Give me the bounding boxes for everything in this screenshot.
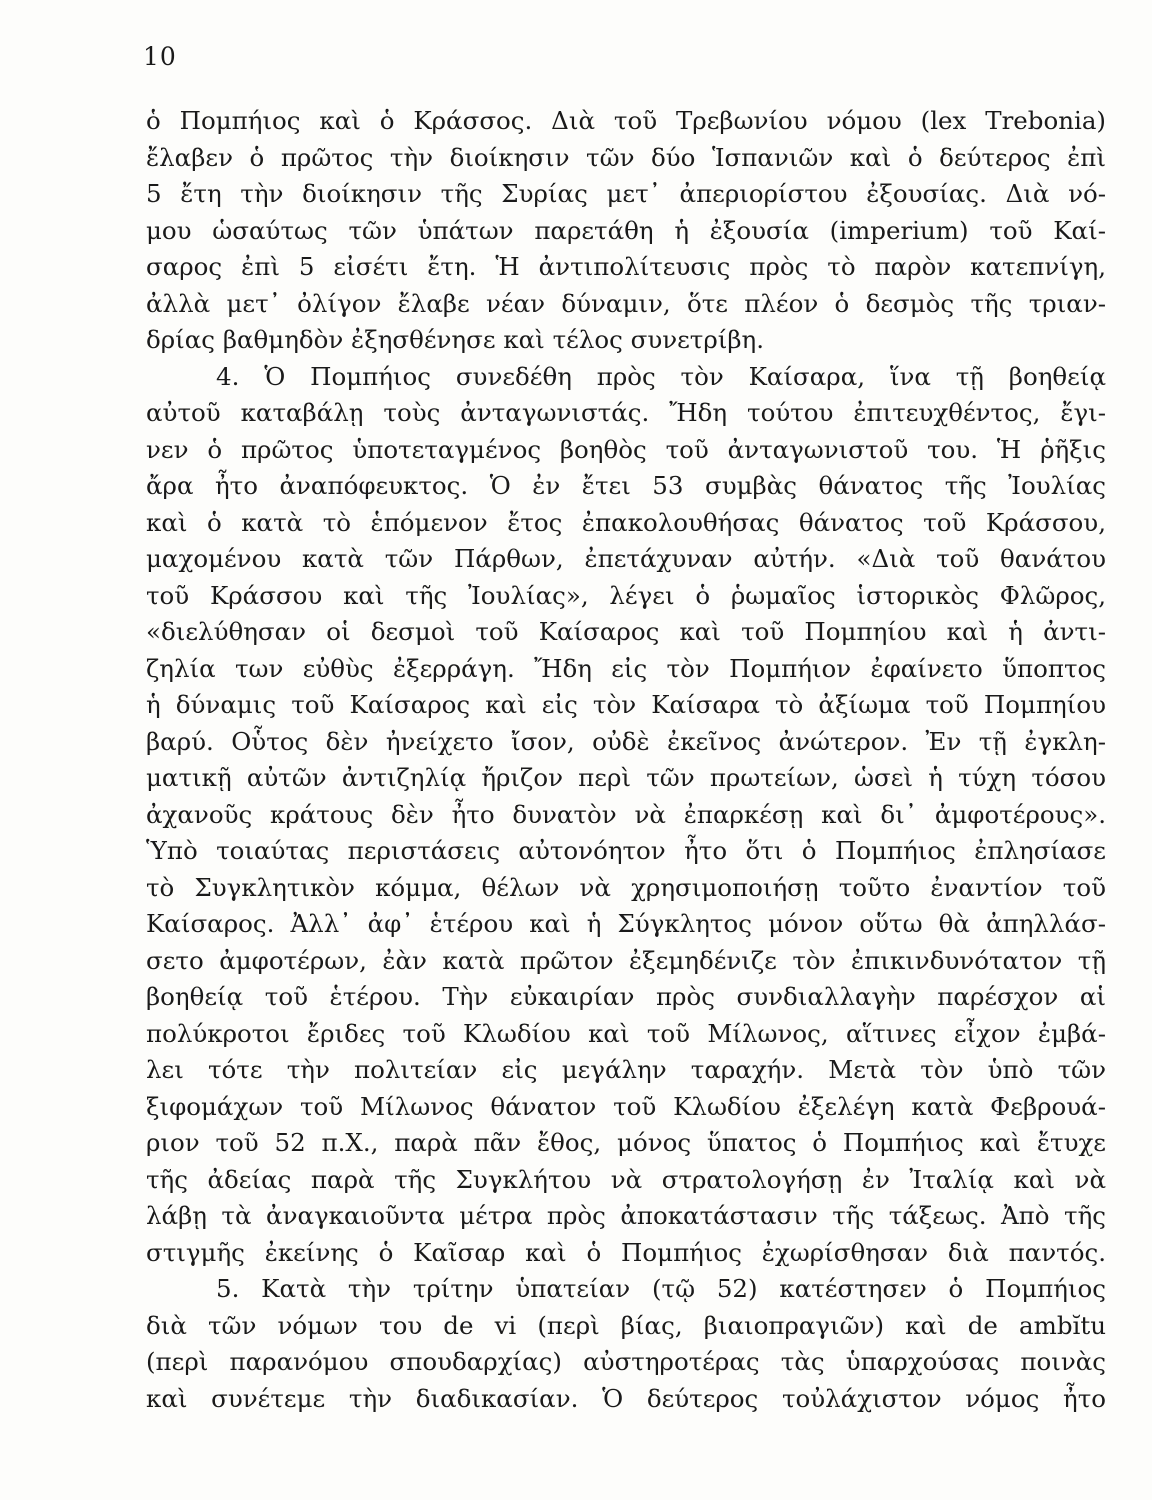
text-line: βαρύ. Οὗτος δὲν ἠνείχετο ἴσον, οὐδὲ ἐκεῖνος ἀνώτερον. Ἐν τῇ ἐγκλη-: [146, 726, 1106, 756]
text-line: λάβῃ τὰ ἀναγκαιοῦντα μέτρα πρὸς ἀποκατάστασιν τῆς τάξεως. Ἀπὸ τῆς: [146, 1201, 1106, 1230]
text-line: λει τότε τὴν πολιτείαν εἰς μεγάλην ταραχήν. Μετὰ τὸν ὑπὸ τῶν: [146, 1055, 1106, 1084]
text-line: ἀλλὰ μετ᾽ ὀλίγον ἔλαβε νέαν δύναμιν, ὅτε πλέον ὁ δεσμὸς τῆς τριαν-: [146, 288, 1106, 318]
text-line: ἄρα ἦτο ἀναπόφευκτος. Ὁ ἐν ἔτει 53 συμβὰς θάνατος τῆς Ἰουλίας: [146, 471, 1106, 500]
text-line: μου ὡσαύτως τῶν ὑπάτων παρετάθη ἡ ἐξουσία (imperium) τοῦ Καί-: [146, 215, 1106, 245]
text-line: πολύκροτοι ἔριδες τοῦ Κλωδίου καὶ τοῦ Μίλωνος, αἵτινες εἶχον ἐμβά-: [146, 1018, 1106, 1048]
text-line: ἡ δύναμις τοῦ Καίσαρος καὶ εἰς τὸν Καίσαρα τὸ ἀξίωμα τοῦ Πομπηίου: [146, 690, 1106, 719]
text-line: 4. Ὁ Πομπήιος συνεδέθη πρὸς τὸν Καίσαρα, ἵνα τῇ βοηθείᾳ: [216, 361, 1106, 391]
page-number: 10: [143, 42, 177, 71]
text-line: 5. Κατὰ τὴν τρίτην ὑπατείαν (τῷ 52) κατέστησεν ὁ Πομπήιος: [216, 1274, 1106, 1303]
text-line: τὸ Συγκλητικὸν κόμμα, θέλων νὰ χρησιμοποιήσῃ τοῦτο ἐναντίον τοῦ: [146, 872, 1106, 902]
text-line: διὰ τῶν νόμων του de vi (περὶ βίας, βιαιοπραγιῶν) καὶ de ambĭtu: [146, 1310, 1106, 1340]
text-line: ξιφομάχων τοῦ Μίλωνος θάνατον τοῦ Κλωδίου ἐξελέγη κατὰ Φεβρουά-: [146, 1091, 1106, 1121]
text-line: τῆς ἀδείας παρὰ τῆς Συγκλήτου νὰ στρατολογήσῃ ἐν Ἰταλίᾳ καὶ νὰ: [146, 1164, 1106, 1194]
body-text: [146, 103, 1106, 1417]
text-line: αὐτοῦ καταβάλῃ τοὺς ἀνταγωνιστάς. Ἤδη τούτου ἐπιτευχθέντος, ἔγι-: [146, 398, 1106, 427]
text-line: (περὶ παρανόμου σπουδαρχίας) αὐστηροτέρας τὰς ὑπαρχούσας ποινὰς: [146, 1347, 1106, 1376]
text-line: καὶ συνέτεμε τὴν διαδικασίαν. Ὁ δεύτερος τοὐλάχιστον νόμος ἦτο: [146, 1383, 1106, 1413]
text-line: ἔλαβεν ὁ πρῶτος τὴν διοίκησιν τῶν δύο Ἱσπανιῶν καὶ ὁ δεύτερος ἐπὶ: [146, 142, 1106, 172]
text-line: τοῦ Κράσσου καὶ τῆς Ἰουλίας», λέγει ὁ ῥωμαῖος ἱστορικὸς Φλῶρος,: [146, 580, 1106, 610]
text-line: μαχομένου κατὰ τῶν Πάρθων, ἐπετάχυναν αὐτήν. «Διὰ τοῦ θανάτου: [146, 544, 1106, 573]
text-line: ἀχανοῦς κράτους δὲν ἦτο δυνατὸν νὰ ἐπαρκέσῃ καὶ δι᾽ ἀμφοτέρους».: [146, 799, 1106, 829]
text-line: ζηλία των εὐθὺς ἐξερράγη. Ἤδη εἰς τὸν Πομπήιον ἐφαίνετο ὕποπτος: [146, 653, 1106, 683]
text-line: καὶ ὁ κατὰ τὸ ἑπόμενον ἔτος ἐπακολουθήσας θάνατος τοῦ Κράσσου,: [146, 507, 1106, 537]
text-line: ματικῇ αὐτῶν ἀντιζηλίᾳ ἤριζον περὶ τῶν πρωτείων, ὡσεὶ ἡ τύχη τόσου: [146, 763, 1106, 792]
text-line: σετο ἀμφοτέρων, ἐὰν κατὰ πρῶτον ἐξεμηδένιζε τὸν ἐπικινδυνότατον τῇ: [146, 945, 1106, 975]
text-line: ριον τοῦ 52 π.Χ., παρὰ πᾶν ἔθος, μόνος ὕπατος ὁ Πομπήιος καὶ ἔτυχε: [146, 1128, 1106, 1157]
text-line: νεν ὁ πρῶτος ὑποτεταγμένος βοηθὸς τοῦ ἀνταγωνιστοῦ του. Ἡ ῥῆξις: [146, 434, 1106, 464]
text-line: ὁ Πομπήιος καὶ ὁ Κράσσος. Διὰ τοῦ Τρεβωνίου νόμου (lex Trebonia): [146, 106, 1106, 135]
text-line: «διελύθησαν οἱ δεσμοὶ τοῦ Καίσαρος καὶ τοῦ Πομπηίου καὶ ἡ ἀντι-: [146, 617, 1106, 646]
text-line: Ὑπὸ τοιαύτας περιστάσεις αὐτονόητον ἦτο ὅτι ὁ Πομπήιος ἐπλησίασε: [146, 836, 1106, 865]
text-line: στιγμῆς ἐκείνης ὁ Καῖσαρ καὶ ὁ Πομπήιος ἐχωρίσθησαν διὰ παντός.: [146, 1237, 1106, 1267]
text-line: σαρος ἐπὶ 5 εἰσέτι ἔτη. Ἡ ἀντιπολίτευσις πρὸς τὸ παρὸν κατεπνίγη,: [146, 252, 1106, 281]
text-line: βοηθείᾳ τοῦ ἑτέρου. Τὴν εὐκαιρίαν πρὸς συνδιαλλαγὴν παρέσχον αἱ: [146, 982, 1106, 1011]
text-line: 5 ἔτη τὴν διοίκησιν τῆς Συρίας μετ᾽ ἀπεριορίστου ἐξουσίας. Διὰ νό-: [146, 179, 1106, 208]
text-line: Καίσαρος. Ἀλλ᾽ ἀφ᾽ ἑτέρου καὶ ἡ Σύγκλητος μόνον οὕτω θὰ ἀπηλλάσ-: [146, 909, 1106, 938]
text-line: δρίας βαθμηδὸν ἐξησθένησε καὶ τέλος συνετρίβη.: [146, 325, 765, 354]
